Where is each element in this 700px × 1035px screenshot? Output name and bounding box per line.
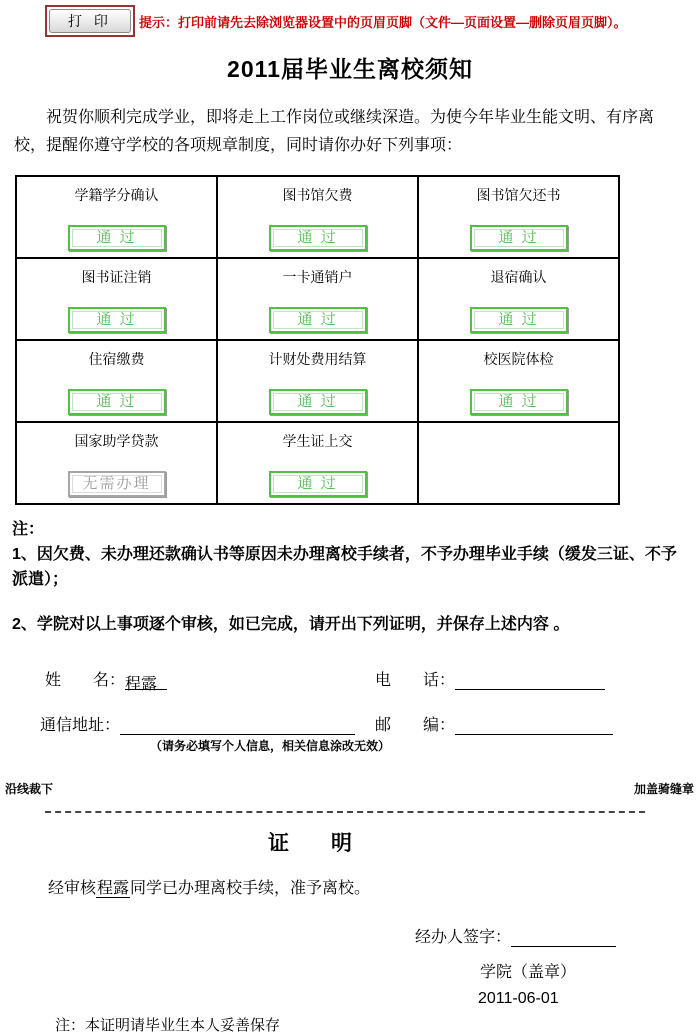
note-item-1: 1、因欠费、未办理还款确认书等原因未办理离校手续者，不予办理毕业手续（缓发三证、不予派遣）； <box>12 546 677 588</box>
toolbar <box>45 5 700 37</box>
certificate-title: 证 明 <box>268 832 352 855</box>
table-row <box>16 176 619 258</box>
cutline-right-label: 加盖骑缝章 <box>633 782 694 796</box>
status-button-pass[interactable]: 通 过 <box>269 225 367 251</box>
cell-label: 图书馆欠还书 <box>476 187 561 203</box>
checklist-cell-library-books <box>418 176 619 258</box>
cell-label: 校医院体检 <box>483 351 554 367</box>
checklist-cell-dorm-payment <box>16 340 217 422</box>
address-label: 通信地址： <box>40 717 121 734</box>
name-label: 姓 名： <box>45 672 126 689</box>
notes-heading: 注： <box>12 521 45 538</box>
checklist-cell-dorm-checkout <box>418 258 619 340</box>
signer-field-group <box>415 924 700 947</box>
graduate-leave-notice-page <box>0 5 700 1034</box>
table-row <box>16 258 619 340</box>
checklist-cell-finance-settlement <box>217 340 418 422</box>
print-button[interactable]: 打 印 <box>49 9 131 33</box>
certificate-note: 注：本证明请毕业生本人妥善保存 <box>55 1017 281 1034</box>
status-button-pass[interactable]: 通 过 <box>470 225 568 251</box>
cert-body-prefix: 经审核 <box>48 880 97 897</box>
status-button-pass[interactable]: 通 过 <box>269 389 367 415</box>
cell-label: 住宿缴费 <box>88 351 145 367</box>
cert-body-suffix: 同学已办理离校手续，准予离校。 <box>130 880 371 897</box>
phone-label: 电 话： <box>375 672 456 689</box>
signer-blank <box>511 928 616 947</box>
table-row <box>16 340 619 422</box>
zip-blank <box>455 716 613 735</box>
checklist-cell-student-loan <box>16 422 217 504</box>
cell-label: 计财处费用结算 <box>268 351 367 367</box>
fill-note: （请务必填写个人信息，相关信息涂改无效） <box>150 739 391 753</box>
table-row <box>16 422 619 504</box>
signer-label: 经办人签字： <box>415 929 512 946</box>
clearance-checklist-table <box>15 175 620 505</box>
notes-section <box>12 517 686 637</box>
page-title: 2011届毕业生离校须知 <box>227 56 473 82</box>
print-button-outline <box>45 5 135 37</box>
checklist-cell-student-id-return <box>217 422 418 504</box>
phone-field-group <box>375 667 605 690</box>
checklist-cell-library-fees <box>217 176 418 258</box>
status-button-pass[interactable]: 通 过 <box>68 389 166 415</box>
form-row-address-zip <box>40 712 700 735</box>
status-button-pass[interactable]: 通 过 <box>68 307 166 333</box>
form-row-name-phone <box>45 667 700 693</box>
certificate-body <box>48 875 700 898</box>
cut-dashed-line <box>45 811 645 813</box>
checklist-cell-hospital-checkup <box>418 340 619 422</box>
cutline-labels <box>5 780 694 797</box>
checklist-cell-library-card <box>16 258 217 340</box>
cell-label: 国家助学贷款 <box>74 433 159 449</box>
address-field-group <box>40 712 375 735</box>
status-button-pass[interactable]: 通 过 <box>68 225 166 251</box>
cutline-left-label: 沿线裁下 <box>5 782 54 796</box>
cell-label: 图书馆欠费 <box>282 187 353 203</box>
status-button-pass[interactable]: 通 过 <box>470 389 568 415</box>
status-button-pass[interactable]: 通 过 <box>269 307 367 333</box>
intro-paragraph: 祝贺你顺利完成学业，即将走上工作岗位或继续深造。为使今年毕业生能文明、有序离校，提醒你遵守学校的各项规章制度，同时请你办好下列事项： <box>14 109 655 154</box>
zip-field-group <box>375 712 613 735</box>
checklist-cell-onecard <box>217 258 418 340</box>
college-seal-label: 学院（盖章） <box>480 964 577 981</box>
cell-label: 学籍学分确认 <box>74 187 159 203</box>
personal-info-form <box>0 667 700 754</box>
name-value: 程露 <box>125 671 167 690</box>
checklist-cell-empty <box>418 422 619 504</box>
name-field-group <box>45 667 375 693</box>
cell-label: 退宿确认 <box>490 269 547 285</box>
zip-label: 邮 编： <box>375 717 456 734</box>
status-button-pass[interactable]: 通 过 <box>269 471 367 497</box>
cell-label: 学生证上交 <box>282 433 353 449</box>
checklist-cell-credit-confirm <box>16 176 217 258</box>
print-warning-text: 提示：打印前请先去除浏览器设置中的页眉页脚（文件—页面设置—删除页眉页脚）。 <box>139 14 627 30</box>
phone-blank <box>455 671 605 690</box>
status-button-pass[interactable]: 通 过 <box>470 307 568 333</box>
certificate-date: 2011-06-01 <box>478 990 559 1007</box>
cert-student-name: 程露 <box>97 880 130 897</box>
note-item-2: 2、学院对以上事项逐个审核，如已完成，请开出下列证明，并保存上述内容 。 <box>12 616 570 633</box>
cell-label: 一卡通销户 <box>282 269 353 285</box>
cell-label: 图书证注销 <box>81 269 152 285</box>
address-blank <box>120 716 355 735</box>
status-button-not-required[interactable]: 无需办理 <box>68 471 166 497</box>
